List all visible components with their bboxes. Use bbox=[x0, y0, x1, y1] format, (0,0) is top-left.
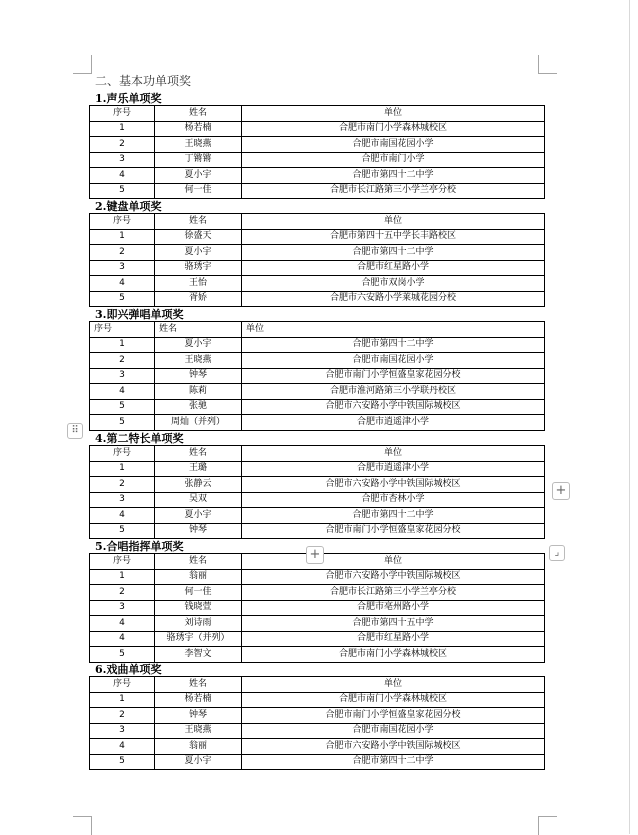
page-edge bbox=[629, 0, 630, 834]
section-title: 2.键盘单项奖 bbox=[95, 200, 162, 213]
cell-name[interactable]: 吴双 bbox=[155, 492, 242, 508]
cell-name[interactable]: 何一佳 bbox=[155, 183, 242, 199]
cell-index[interactable]: 2 bbox=[90, 477, 155, 493]
cell-unit[interactable]: 合肥市六安路小学中铁国际城校区 bbox=[242, 399, 545, 415]
section-title: 3.即兴弹唱单项奖 bbox=[95, 308, 184, 321]
header-unit: 单位 bbox=[242, 214, 545, 230]
cell-unit[interactable]: 合肥市南门小学森林城校区 bbox=[242, 692, 545, 708]
section-title: 6.戏曲单项奖 bbox=[95, 663, 162, 676]
award-table bbox=[89, 213, 545, 307]
add-column-icon[interactable]: + bbox=[552, 482, 570, 500]
cell-unit[interactable]: 合肥市第四十二中学 bbox=[242, 337, 545, 353]
cell-name[interactable]: 张静云 bbox=[155, 477, 242, 493]
cell-unit[interactable]: 合肥市六安路小学莱城花园分校 bbox=[242, 291, 545, 307]
table-row bbox=[90, 492, 545, 508]
cell-name[interactable]: 张驰 bbox=[155, 399, 242, 415]
cell-unit[interactable]: 合肥市南门小学森林城校区 bbox=[242, 647, 545, 663]
cell-index[interactable]: 1 bbox=[90, 569, 155, 585]
header-name: 姓名 bbox=[155, 677, 242, 693]
header-name: 姓名 bbox=[155, 106, 242, 122]
header-index: 序号 bbox=[90, 446, 155, 462]
cell-name[interactable]: 胥娇 bbox=[155, 291, 242, 307]
table-row bbox=[90, 585, 545, 601]
cell-index[interactable]: 2 bbox=[90, 137, 155, 153]
cell-name[interactable]: 李智文 bbox=[155, 647, 242, 663]
crop-mark-top-left bbox=[73, 55, 92, 74]
cell-unit[interactable]: 合肥市第四十二中学 bbox=[242, 754, 545, 770]
cell-name[interactable]: 骆琇宇（并列） bbox=[155, 631, 242, 647]
header-unit: 单位 bbox=[242, 554, 545, 570]
add-row-icon[interactable]: + bbox=[306, 546, 324, 564]
cell-unit[interactable]: 合肥市第四十二中学 bbox=[242, 508, 545, 524]
cell-name[interactable]: 夏小宇 bbox=[155, 168, 242, 184]
cell-name[interactable]: 翁丽 bbox=[155, 569, 242, 585]
cell-name[interactable]: 钱晓萱 bbox=[155, 600, 242, 616]
header-index: 序号 bbox=[90, 106, 155, 122]
cell-index[interactable]: 3 bbox=[90, 260, 155, 276]
table-row bbox=[90, 229, 545, 245]
cell-index[interactable]: 5 bbox=[90, 647, 155, 663]
cell-name[interactable]: 钟琴 bbox=[155, 708, 242, 724]
table-row bbox=[90, 569, 545, 585]
cell-index[interactable]: 1 bbox=[90, 337, 155, 353]
cell-index[interactable]: 1 bbox=[90, 692, 155, 708]
header-name: 姓名 bbox=[155, 322, 242, 338]
table-row bbox=[90, 337, 545, 353]
table-row bbox=[90, 353, 545, 369]
cell-index[interactable]: 5 bbox=[90, 523, 155, 539]
cell-index[interactable]: 5 bbox=[90, 399, 155, 415]
cell-name[interactable]: 王晓燕 bbox=[155, 137, 242, 153]
cell-index[interactable]: 4 bbox=[90, 168, 155, 184]
table-row bbox=[90, 739, 545, 755]
cell-unit[interactable]: 合肥市杏林小学 bbox=[242, 492, 545, 508]
cell-unit[interactable]: 合肥市南门小学森林城校区 bbox=[242, 121, 545, 137]
award-table bbox=[89, 321, 545, 431]
table-row bbox=[90, 137, 545, 153]
table-row bbox=[90, 183, 545, 199]
document-heading: 二、基本功单项奖 bbox=[95, 74, 192, 88]
header-unit: 单位 bbox=[242, 446, 545, 462]
cell-name[interactable]: 钟琴 bbox=[155, 523, 242, 539]
table-row bbox=[90, 647, 545, 663]
table-move-handle-icon[interactable]: ⠿ bbox=[67, 423, 83, 439]
cell-unit[interactable]: 合肥市红星路小学 bbox=[242, 631, 545, 647]
cell-index[interactable]: 4 bbox=[90, 616, 155, 632]
table-header-row bbox=[90, 446, 545, 462]
award-table bbox=[89, 105, 545, 199]
table-row bbox=[90, 523, 545, 539]
table-header-row bbox=[90, 106, 545, 122]
cell-unit[interactable]: 合肥市逍遥津小学 bbox=[242, 415, 545, 431]
cell-unit[interactable]: 合肥市南国花园小学 bbox=[242, 353, 545, 369]
cell-unit[interactable]: 合肥市南门小学恒盛皇家花园分校 bbox=[242, 708, 545, 724]
table-row bbox=[90, 291, 545, 307]
cell-index[interactable]: 3 bbox=[90, 600, 155, 616]
cell-name[interactable]: 陈莉 bbox=[155, 384, 242, 400]
table-row bbox=[90, 121, 545, 137]
cell-name[interactable]: 王晓燕 bbox=[155, 353, 242, 369]
cell-index[interactable]: 3 bbox=[90, 368, 155, 384]
cell-unit[interactable]: 合肥市第四十二中学 bbox=[242, 245, 545, 261]
cell-unit[interactable]: 合肥市六安路小学中铁国际城校区 bbox=[242, 569, 545, 585]
cell-index[interactable]: 2 bbox=[90, 708, 155, 724]
table-row bbox=[90, 368, 545, 384]
cell-index[interactable]: 4 bbox=[90, 739, 155, 755]
cell-unit[interactable]: 合肥市第四十五中学长丰路校区 bbox=[242, 229, 545, 245]
cell-unit[interactable]: 合肥市逍遥津小学 bbox=[242, 461, 545, 477]
table-header-row bbox=[90, 322, 545, 338]
cell-index[interactable]: 4 bbox=[90, 631, 155, 647]
cell-name[interactable]: 徐盛天 bbox=[155, 229, 242, 245]
table-row bbox=[90, 152, 545, 168]
header-unit: 单位 bbox=[242, 322, 545, 338]
table-row bbox=[90, 692, 545, 708]
award-table bbox=[89, 676, 545, 770]
cell-name[interactable]: 夏小宇 bbox=[155, 508, 242, 524]
cell-unit[interactable]: 合肥市南门小学恒盛皇家花园分校 bbox=[242, 523, 545, 539]
cell-unit[interactable]: 合肥市六安路小学中铁国际城校区 bbox=[242, 477, 545, 493]
header-index: 序号 bbox=[90, 322, 155, 338]
cell-unit[interactable]: 合肥市第四十二中学 bbox=[242, 168, 545, 184]
table-resize-icon[interactable]: ⌟ bbox=[549, 545, 565, 561]
cell-index[interactable]: 1 bbox=[90, 121, 155, 137]
cell-name[interactable]: 刘诗雨 bbox=[155, 616, 242, 632]
cell-index[interactable]: 4 bbox=[90, 384, 155, 400]
cell-unit[interactable]: 合肥市南门小学恒盛皇家花园分校 bbox=[242, 368, 545, 384]
award-table bbox=[89, 553, 545, 663]
section-title: 1.声乐单项奖 bbox=[95, 92, 162, 105]
cell-index[interactable]: 5 bbox=[90, 291, 155, 307]
table-row bbox=[90, 168, 545, 184]
table-row bbox=[90, 631, 545, 647]
header-index: 序号 bbox=[90, 214, 155, 230]
table-row bbox=[90, 384, 545, 400]
cell-name[interactable]: 周灿（并列） bbox=[155, 415, 242, 431]
cell-unit[interactable]: 合肥市亳州路小学 bbox=[242, 600, 545, 616]
crop-mark-top-right bbox=[538, 55, 557, 74]
cell-name[interactable]: 杨若楠 bbox=[155, 692, 242, 708]
table-row bbox=[90, 461, 545, 477]
cell-unit[interactable]: 合肥市六安路小学中铁国际城校区 bbox=[242, 739, 545, 755]
cell-index[interactable]: 1 bbox=[90, 229, 155, 245]
table-row bbox=[90, 754, 545, 770]
table-row bbox=[90, 477, 545, 493]
cell-name[interactable]: 骆琇宇 bbox=[155, 260, 242, 276]
table-header-row bbox=[90, 214, 545, 230]
cell-unit[interactable]: 合肥市南国花园小学 bbox=[242, 137, 545, 153]
header-name: 姓名 bbox=[155, 554, 242, 570]
table-row bbox=[90, 708, 545, 724]
cell-index[interactable]: 5 bbox=[90, 754, 155, 770]
cell-index[interactable]: 4 bbox=[90, 276, 155, 292]
table-row bbox=[90, 276, 545, 292]
table-row bbox=[90, 260, 545, 276]
crop-mark-bottom-left bbox=[73, 816, 92, 835]
table-row bbox=[90, 600, 545, 616]
cell-name[interactable]: 王璐 bbox=[155, 461, 242, 477]
header-name: 姓名 bbox=[155, 214, 242, 230]
cell-unit[interactable]: 合肥市南国花园小学 bbox=[242, 723, 545, 739]
cell-name[interactable]: 夏小宇 bbox=[155, 754, 242, 770]
table-row bbox=[90, 508, 545, 524]
header-index: 序号 bbox=[90, 554, 155, 570]
cell-index[interactable]: 5 bbox=[90, 415, 155, 431]
cell-unit[interactable]: 合肥市长江路第三小学兰亭分校 bbox=[242, 585, 545, 601]
cell-name[interactable]: 杨若楠 bbox=[155, 121, 242, 137]
cell-index[interactable]: 5 bbox=[90, 183, 155, 199]
table-row bbox=[90, 415, 545, 431]
cell-name[interactable]: 夏小宇 bbox=[155, 337, 242, 353]
section-title: 5.合唱指挥单项奖 bbox=[95, 540, 184, 553]
table-row bbox=[90, 399, 545, 415]
award-table bbox=[89, 445, 545, 539]
cell-name[interactable]: 钟琴 bbox=[155, 368, 242, 384]
table-row bbox=[90, 245, 545, 261]
cell-name[interactable]: 何一佳 bbox=[155, 585, 242, 601]
crop-mark-bottom-right bbox=[538, 816, 557, 835]
section-title: 4.第二特长单项奖 bbox=[95, 432, 184, 445]
header-unit: 单位 bbox=[242, 677, 545, 693]
header-unit: 单位 bbox=[242, 106, 545, 122]
header-index: 序号 bbox=[90, 677, 155, 693]
cell-index[interactable]: 3 bbox=[90, 492, 155, 508]
cell-unit[interactable]: 合肥市淮河路第三小学联丹校区 bbox=[242, 384, 545, 400]
cell-index[interactable]: 3 bbox=[90, 152, 155, 168]
table-row bbox=[90, 723, 545, 739]
cell-index[interactable]: 2 bbox=[90, 585, 155, 601]
cell-name[interactable]: 翁丽 bbox=[155, 739, 242, 755]
cell-name[interactable]: 夏小宇 bbox=[155, 245, 242, 261]
cell-unit[interactable]: 合肥市第四十五中学 bbox=[242, 616, 545, 632]
cell-unit[interactable]: 合肥市南门小学 bbox=[242, 152, 545, 168]
table-row bbox=[90, 616, 545, 632]
cell-name[interactable]: 王晓燕 bbox=[155, 723, 242, 739]
header-name: 姓名 bbox=[155, 446, 242, 462]
cell-index[interactable]: 1 bbox=[90, 461, 155, 477]
cell-name[interactable]: 王怡 bbox=[155, 276, 242, 292]
table-header-row bbox=[90, 677, 545, 693]
cell-index[interactable]: 4 bbox=[90, 508, 155, 524]
cell-unit[interactable]: 合肥市双岗小学 bbox=[242, 276, 545, 292]
cell-name[interactable]: 丁锵锵 bbox=[155, 152, 242, 168]
cell-index[interactable]: 3 bbox=[90, 723, 155, 739]
cell-index[interactable]: 2 bbox=[90, 353, 155, 369]
cell-index[interactable]: 2 bbox=[90, 245, 155, 261]
cell-unit[interactable]: 合肥市长江路第三小学兰亭分校 bbox=[242, 183, 545, 199]
cell-unit[interactable]: 合肥市红星路小学 bbox=[242, 260, 545, 276]
